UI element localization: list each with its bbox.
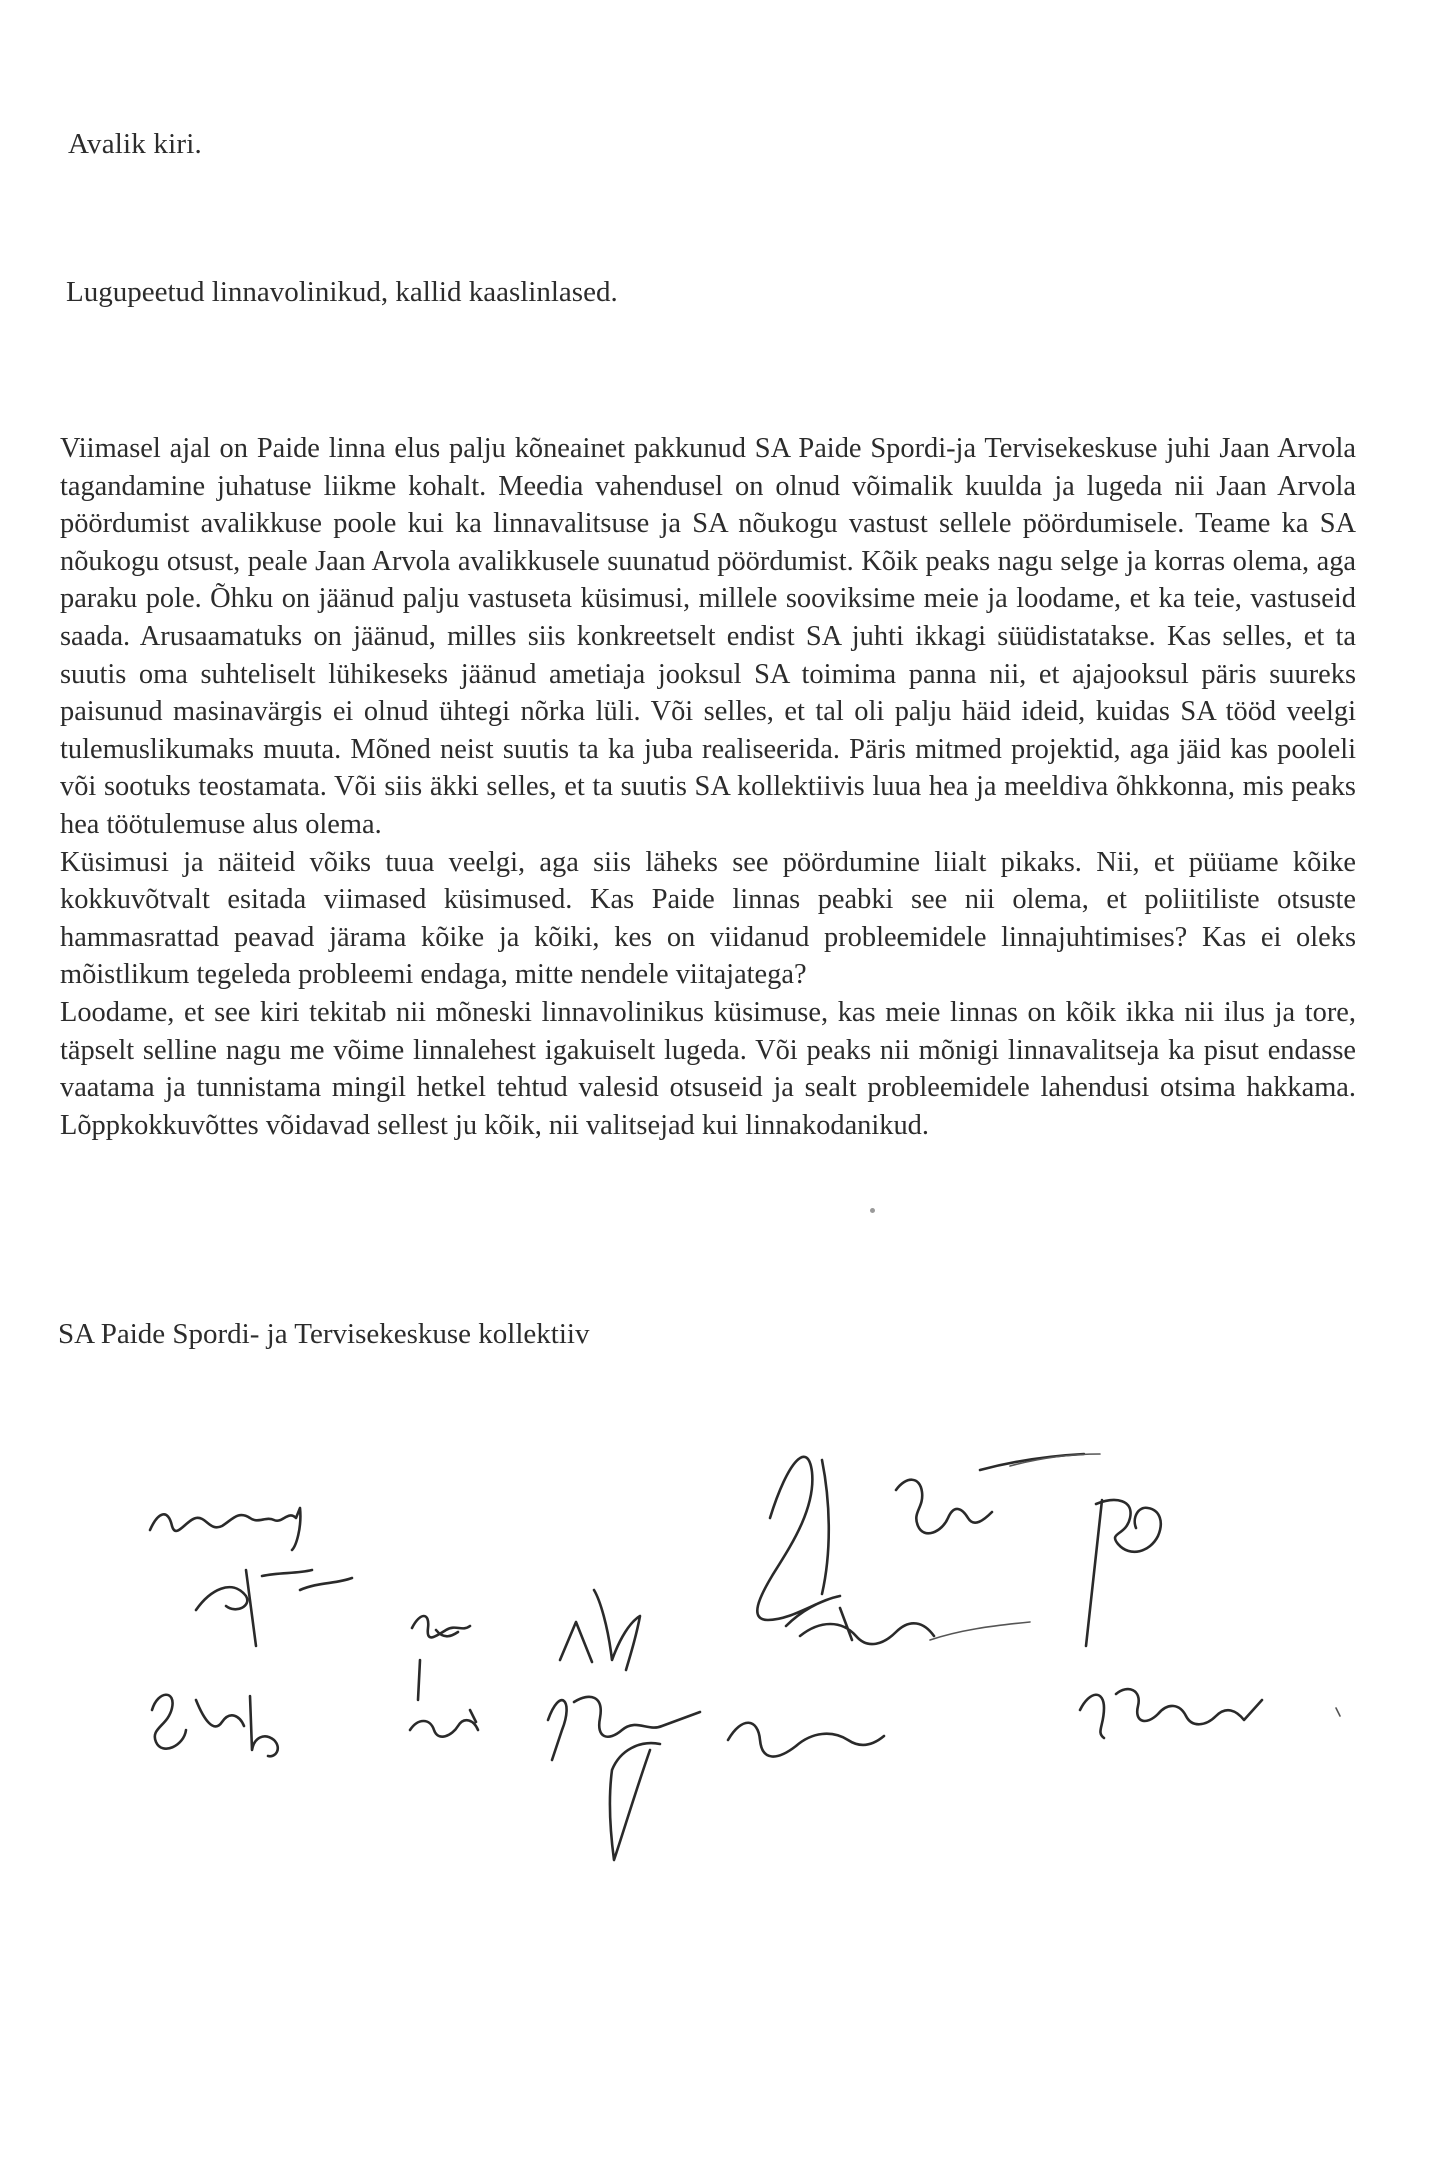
body-paragraph-3: Loodame, et see kiri tekitab nii mõneski linnavolinikus küsimuse, kas meie linnas on kõik ikka nii ilus ja tore, täpselt selline nagu me võime linnalehest igakuiselt lugeda. Või peaks nii mõnigi linnavalitseja ka pisut endasse vaatama ja tunnistama mingil hetkel tehtud valesid otsuseid ja sealt probleemidele lahendusi otsima hakkama. Lõppkokkuvõttes võidavad sellest ju kõik, nii valitsejad kui linnakodanikud. xyxy=(60,996,1356,1141)
signature-2 xyxy=(196,1570,352,1646)
letter-signatory: SA Paide Spordi- ja Tervisekeskuse kollektiiv xyxy=(58,1318,590,1350)
signature-11 xyxy=(800,1608,934,1644)
signature-1 xyxy=(150,1508,300,1550)
signature-4 xyxy=(152,1695,278,1757)
letter-body xyxy=(60,430,1356,1144)
scan-speck xyxy=(870,1208,875,1213)
signature-9 xyxy=(757,1457,840,1626)
body-paragraph-2: Küsimusi ja näiteid võiks tuua veelgi, aga siis läheks see pöördumine liialt pikaks. Nii, et püüame kõike kokkuvõtvalt esitada viimased küsimused. Kas Paide linnas peabki see nii olema, et poliitiliste otsuste hammasrattad peavad järama kõike ja kõiki, kes on viidanud probleemidele linnajuhtimises? Kas ei oleks mõistlikum tegeleda probleemi endaga, mitte nendele viitajatega? xyxy=(60,846,1356,991)
signature-8 xyxy=(728,1723,884,1757)
handwritten-signatures xyxy=(0,1400,1442,1960)
signature-3 xyxy=(412,1616,470,1700)
letter-salutation: Lugupeetud linnavolinikud, kallid kaaslinlased. xyxy=(66,276,618,308)
signature-12 xyxy=(1086,1500,1161,1646)
signature-6 xyxy=(560,1590,640,1670)
signature-13-mark xyxy=(1336,1708,1340,1716)
signature-10 xyxy=(896,1454,1084,1533)
signature-7 xyxy=(548,1697,700,1860)
signature-11-stroke xyxy=(930,1622,1030,1640)
signature-5 xyxy=(410,1710,478,1737)
letter-title: Avalik kiri. xyxy=(68,128,202,160)
body-paragraph-1: Viimasel ajal on Paide linna elus palju kõneainet pakkunud SA Paide Spordi-ja Tervisekeskuse juhi Jaan Arvola tagandamine juhatuse liikme kohalt. Meedia vahendusel on olnud võimalik kuulda ja lugeda nii Jaan Arvola pöördumist avalikkuse poole kui ka linnavalitsuse ja SA nõukogu vastust sellele pöördumisele. Teame ka SA nõukogu otsust, peale Jaan Arvola avalikkusele suunatud pöördumist. Kõik peaks nagu selge ja korras olema, aga paraku pole. Õhku on jäänud palju vastuseta küsimusi, millele sooviksime meie ja loodame, et ka teie, vastuseid saada. Arusaamatuks on jäänud, milles siis konkreetselt endist SA juhti ikkagi süüdistatakse. Kas selles, et ta suutis oma suhteliselt lühikeseks jäänud ametiaja jooksul SA toimima panna nii, et ajajooksul päris suureks paisunud masinavärgis ei olnud ühtegi nõrka lüli. Või selles, et tal oli palju häid ideid, kuidas SA tööd veelgi tulemuslikumaks muuta. Mõned neist suutis ta ka juba realiseerida. Päris mitmed projektid, aga jäid kas pooleli või sootuks teostamata. Või siis äkki selles, et ta suutis SA kollektiivis luua hea ja meeldiva õhkkonna, mis peaks hea töötulemuse alus olema. xyxy=(60,433,1356,840)
signature-13 xyxy=(1080,1689,1262,1738)
